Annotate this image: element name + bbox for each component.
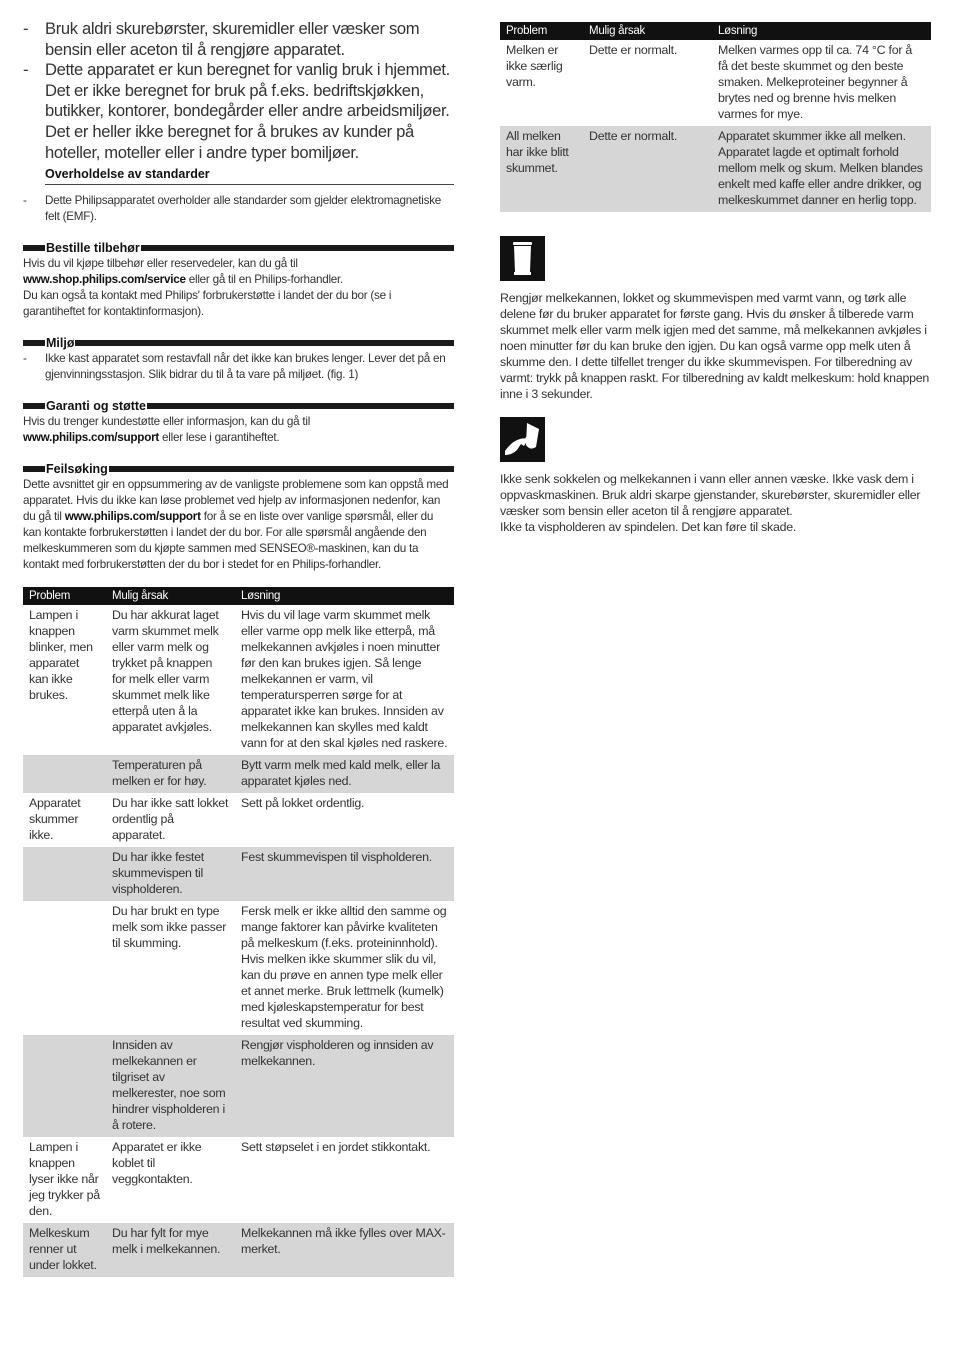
wipe-cloth-icon bbox=[500, 417, 545, 462]
table-row bbox=[23, 1035, 454, 1137]
intro-bullet: - Bruk aldri skurebørster, skuremidler eller væsker som bensin eller aceton til å rengjøre apparatet. bbox=[23, 19, 420, 59]
table-row bbox=[23, 901, 454, 1035]
wipe-cloth-icon-graphic bbox=[500, 417, 545, 462]
section-heading-environment: Miljø bbox=[23, 335, 454, 350]
milk-jug-icon-graphic bbox=[500, 236, 545, 281]
accessories-text: Hvis du vil kjøpe tilbehør eller reservedeler, kan du gå til www.shop.philips.com/service eller gå til en Philips-forhandler. Du kan også ta kontakt med Philips' forbrukerstøtte i landet der du bor (se i garantiheftet for kontaktinformasjon). bbox=[23, 257, 392, 319]
solution-cell: Sett på lokket ordentlig. bbox=[241, 796, 365, 811]
table-row bbox=[23, 847, 454, 901]
cause-cell: Du har brukt en type melk som ikke passer til skumming. bbox=[112, 904, 227, 951]
solution-cell: Sett støpselet i en jordet stikkontakt. bbox=[241, 1140, 431, 1155]
support-link[interactable]: www.philips.com/support bbox=[64, 510, 201, 524]
table-row bbox=[500, 40, 931, 126]
left-column bbox=[23, 0, 454, 1277]
section-heading-accessories: Bestille tilbehør bbox=[23, 240, 454, 255]
warranty-text: Hvis du trenger kundestøtte eller informasjon, kan du gå til www.philips.com/support eller lese i garantiheftet. bbox=[23, 415, 311, 445]
first-use-text: Rengjør melkekannen, lokket og skummevispen med varmt vann, og tørk alle delene før du bruker apparatet for første gang. Hvis du ønsker å tilberede varm skummet melk eller varm melk igjen med det samme, må melkekannen avkjøles i noen minutter før du kan bruke den igjen. Du kan også varme opp melk uten å skumme den. I dette tilfellet trenger du ikke skummevispen. For tilberedning av varmt: trykk på knappen raskt. For tilberedning av kaldt melkeskum: hold knappen inne i 3 sekunder. bbox=[500, 291, 930, 401]
problem-cell: Melken er ikke særlig varm. bbox=[506, 43, 563, 89]
problem-cell bbox=[23, 901, 106, 1035]
cause-cell: Du har ikke satt lokket ordentlig på apparatet. bbox=[112, 796, 229, 843]
solution-cell: Hvis du vil lage varm skummet melk eller varme opp melk like etterpå, må melkekannen avkjøles i noen minutter før den kan brukes igjen. Så lenge melkekannen er varm, vil temperatursperren sørge for at apparatet ikke kan brukes. Innsiden av melkekannen kan skylles med kaldt vann for at den skal kjøles ned raskere. bbox=[241, 608, 448, 751]
table-row bbox=[23, 793, 454, 847]
problem-cell: Lampen i knappen lyser ikke når jeg trykker på den. bbox=[29, 1140, 100, 1219]
table-row bbox=[500, 126, 931, 212]
section-heading-troubleshooting: Feilsøking bbox=[23, 461, 454, 476]
solution-cell: Melkekannen må ikke fylles over MAX-merket. bbox=[235, 1223, 454, 1277]
problem-cell bbox=[23, 1035, 106, 1137]
table-header-row bbox=[23, 587, 454, 605]
cause-cell: Du har fylt for mye melk i melkekannen. bbox=[106, 1223, 235, 1277]
table-row bbox=[23, 605, 454, 755]
column-header-problem: Problem bbox=[500, 22, 583, 40]
problem-cell bbox=[23, 847, 106, 901]
troubleshooting-intro: Dette avsnittet gir en oppsummering av de vanligste problemene som kan oppstå med apparatet. Hvis du ikke kan løse problemet ved hjelp av informasjonen nedenfor, kan du gå til www.philips.com/support for å se en liste over vanlige spørsmål, eller du kan kontakte forbrukerstøtten i landet der du bor. For alle spørsmål angående den melkeskummeren som du kjøpte sammen med SENSEO®-maskinen, kan du ta kontakt med forbrukerstøtten der du bor i stedet for en Philips-forhandler. bbox=[23, 478, 449, 572]
table-header-row bbox=[500, 22, 931, 40]
problem-cell: Apparatet skummer ikke. bbox=[29, 796, 81, 843]
solution-cell: Rengjør vispholderen og innsiden av melkekannen. bbox=[235, 1035, 454, 1137]
cause-cell: Innsiden av melkekannen er tilgriset av melkerester, noe som hindrer vispholderen i å rotere. bbox=[106, 1035, 235, 1137]
troubleshooting-table bbox=[23, 587, 454, 1277]
problem-cell: All melken har ikke blitt skummet. bbox=[500, 126, 583, 212]
cause-cell: Dette er normalt. bbox=[589, 43, 678, 57]
problem-cell: Lampen i knappen blinker, men apparatet kan ikke brukes. bbox=[29, 608, 93, 703]
right-column bbox=[500, 0, 931, 535]
standards-bullet: - Dette Philipsapparatet overholder alle standarder som gjelder elektromagnetiske felt (EMF). bbox=[23, 194, 442, 224]
solution-cell: Melken varmes opp til ca. 74 °C for å få det beste skummet og den beste smaken. Melkeproteiner begynner å brytes ned og brenne hvis melken varmes for mye. bbox=[718, 43, 913, 121]
column-header-cause: Mulig årsak bbox=[106, 587, 235, 605]
solution-cell: Bytt varm melk med kald melk, eller la apparatet kjøles ned. bbox=[235, 755, 454, 793]
troubleshooting-table-continued bbox=[500, 22, 931, 212]
intro-bullet: - Dette apparatet er kun beregnet for vanlig bruk i hjemmet. Det er ikke beregnet for bruk på f.eks. bedriftskjøkken, butikker, kontorer, bondegårder eller andre arbeidsmiljøer. Det er heller ikke beregnet for å brukes av kunder på hoteller, moteller eller i andre typer bomiljøer. bbox=[23, 60, 450, 162]
cleaning-text: Ikke senk sokkelen og melkekannen i vann eller annen væske. Ikke vask dem i oppvaskmaskinen. Bruk aldri skarpe gjenstander, skurebørster, skuremidler eller væsker som bensin eller aceton til å rengjøre apparatet. Ikke ta vispholderen av spindelen. Det kan føre til skade. bbox=[500, 472, 921, 534]
standards-heading: Overholdelse av standarder bbox=[45, 166, 454, 185]
intro-bullets bbox=[23, 19, 454, 163]
cause-cell: Du har akkurat laget varm skummet melk eller varm melk og trykket på knappen for melk eller varm skummet melk like etterpå uten å la apparatet avkjøles. bbox=[112, 608, 219, 735]
column-header-problem: Problem bbox=[23, 587, 106, 605]
section-heading-warranty: Garanti og støtte bbox=[23, 398, 454, 413]
solution-cell: Apparatet skummer ikke all melken. Apparatet lagde et optimalt forhold mellom melk og skum. Melken blandes enkelt med kaffe eller andre drikker, og melkeskummet danner en herlig topp. bbox=[712, 126, 931, 212]
solution-cell: Fersk melk er ikke alltid den samme og mange faktorer kan påvirke kvaliteten på melkeskum (f.eks. proteininnhold). Hvis melken ikke skummer slik du vil, kan du prøve en annen type melk eller et annet merke. Bruk lettmelk (kumelk) med kjøleskapstemperatur for best resultat ved skumming. bbox=[241, 904, 447, 1031]
solution-cell: Fest skummevispen til vispholderen. bbox=[235, 847, 454, 901]
cause-cell: Du har ikke festet skummevispen til vispholderen. bbox=[106, 847, 235, 901]
support-link[interactable]: www.philips.com/support bbox=[23, 431, 160, 445]
column-header-solution: Løsning bbox=[712, 22, 931, 40]
table-row bbox=[23, 1137, 454, 1223]
table-row bbox=[23, 755, 454, 793]
column-header-solution: Løsning bbox=[235, 587, 454, 605]
milk-jug-icon bbox=[500, 236, 545, 281]
table-row bbox=[23, 1223, 454, 1277]
cause-cell: Apparatet er ikke koblet til veggkontakten. bbox=[112, 1140, 202, 1187]
cause-cell: Dette er normalt. bbox=[583, 126, 712, 212]
problem-cell bbox=[23, 755, 106, 793]
column-header-cause: Mulig årsak bbox=[583, 22, 712, 40]
cause-cell: Temperaturen på melken er for høy. bbox=[106, 755, 235, 793]
problem-cell: Melkeskum renner ut under lokket. bbox=[23, 1223, 106, 1277]
environment-bullet: - Ikke kast apparatet som restavfall når det ikke kan brukes lenger. Lever det på en gjenvinningsstasjon. Slik bidrar du til å ta vare på miljøet. (fig. 1) bbox=[23, 352, 446, 382]
shop-link[interactable]: www.shop.philips.com/service bbox=[23, 273, 186, 287]
